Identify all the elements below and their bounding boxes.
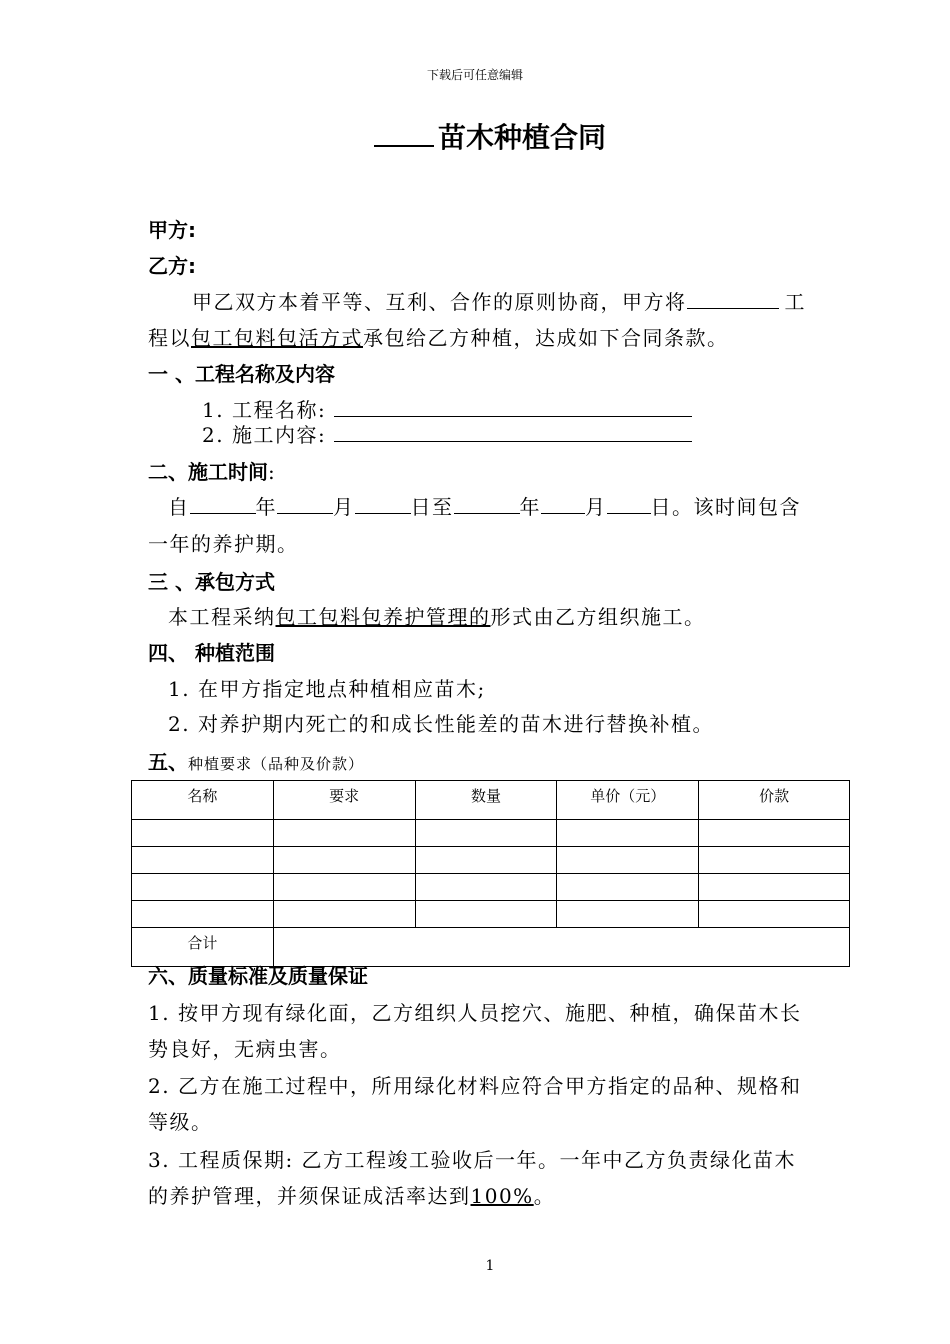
quality-item-2-line-2: 等级。 [148, 1110, 213, 1134]
intro-line-2: 程以包工包料包活方式承包给乙方种植，达成如下合同条款。 [148, 326, 729, 350]
table-row [132, 874, 850, 901]
project-name-item: 1. 工程名称: [202, 394, 692, 423]
table-row [132, 901, 850, 928]
scope-item-2: 2. 对养护期内死亡的和成长性能差的苗木进行替换补植。 [168, 712, 714, 736]
document-title: 苗木种植合同 [0, 116, 950, 156]
quality-item-1-line-1: 1. 按甲方现有绿化面，乙方组织人员挖穴、施肥、种植，确保苗木长 [148, 1001, 802, 1025]
construction-content-item: 2. 施工内容: [202, 419, 692, 448]
party-a-label: 甲方: [148, 218, 196, 242]
section-3-heading: 三 、承包方式 [148, 570, 275, 594]
section-4-heading: 四、 种植范围 [148, 641, 275, 665]
col-requirement: 要求 [273, 781, 415, 820]
project-name-blank [334, 398, 692, 417]
construction-content-blank [334, 423, 692, 442]
quality-item-1-line-2: 势良好，无病虫害。 [148, 1037, 342, 1061]
section-2-heading: 二、施工时间: [148, 460, 277, 484]
title-blank-line [374, 123, 434, 147]
col-amount: 价款 [699, 781, 850, 820]
page-number: 1 [485, 1258, 495, 1274]
header-note: 下载后可任意编辑 [426, 68, 523, 82]
contract-method-text: 本工程采纳包工包料包养护管理的形式由乙方组织施工。 [168, 605, 706, 629]
col-name: 名称 [132, 781, 274, 820]
planting-requirements-table [131, 780, 850, 967]
table-row [132, 847, 850, 874]
col-quantity: 数量 [415, 781, 557, 820]
col-unit-price: 单价（元） [557, 781, 699, 820]
quality-item-3-line-1: 3. 工程质保期: 乙方工程竣工验收后一年。一年中乙方负责绿化苗木 [148, 1148, 797, 1172]
scope-item-1: 1. 在甲方指定地点种植相应苗木; [168, 677, 486, 701]
project-blank [687, 290, 779, 309]
section-6-heading: 六、质量标准及质量保证 [148, 964, 368, 988]
table-header-row [132, 781, 850, 820]
maintenance-period: 一年的养护期。 [148, 532, 299, 556]
quality-item-3-line-2: 的养护管理，并须保证成活率达到100%。 [148, 1184, 556, 1208]
intro-line-1: 甲乙双方本着平等、互利、合作的原则协商，甲方将 工 [192, 290, 806, 314]
table-row [132, 820, 850, 847]
section-1-heading: 一 、工程名称及内容 [148, 362, 335, 386]
quality-item-2-line-1: 2. 乙方在施工过程中，所用绿化材料应符合甲方指定的品种、规格和 [148, 1074, 802, 1098]
section-5-heading: 五、种植要求（品种及价款） [148, 750, 365, 774]
total-label: 合计 [132, 928, 274, 967]
construction-period: 自 年 月 日至 年 月 日。该时间包含 [168, 495, 801, 519]
party-b-label: 乙方: [148, 254, 196, 278]
